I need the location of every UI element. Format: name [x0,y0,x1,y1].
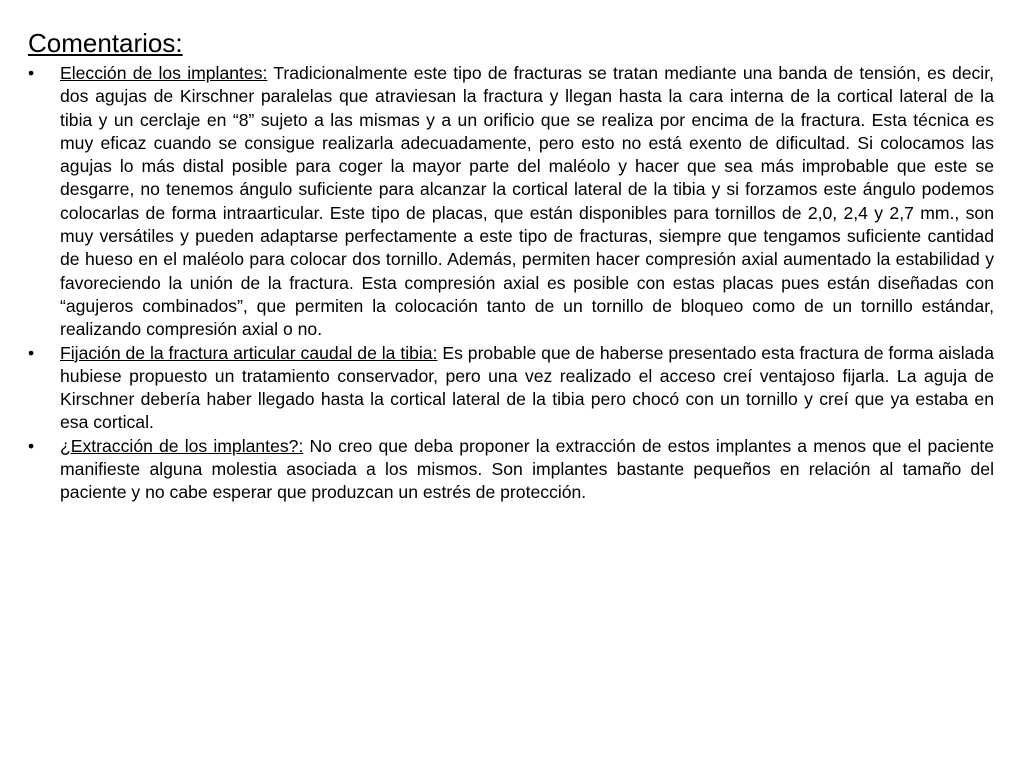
bullet-heading: Elección de los implantes: [60,63,268,83]
bullet-icon: • [28,435,35,456]
bullet-heading: ¿Extracción de los implantes?: [60,435,304,456]
bullet-text: No creo que deba proponer la extracción de estos implantes a menos que el paciente manifieste alguna molestia asociada a los mismos. Son implantes bastante pequeños en relación al tamaño del paciente y no cabe esperar que produzcan un estrés de protección. [60,435,994,503]
bullet-item-fracture-fixation [28,342,994,435]
bullet-list [28,62,994,505]
bullet-icon: • [28,342,35,363]
bullet-text: Tradicionalmente este tipo de fracturas se tratan mediante una banda de tensión, es decir, dos agujas de Kirschner paralelas que atraviesan la fractura y llegan hasta la cara interna de la cortical lateral de la tibia y un cerclaje en “8” sujeto a las mismas y a un orificio que se realiza por encima de la fractura. Esta técnica es muy eficaz cuando se consigue realizarla adecuadamente, pero esto no está exento de dificultad. Si colocamos las agujas lo más distal posible para coger la mayor parte del maléolo y hacer que sea más improbable que este se desgarre, no tenemos ángulo suficiente para alcanzar la cortical lateral de la tibia y si forzamos este ángulo podemos colocarlas de forma intraarticular. Este tipo de placas, que están disponibles para tornillos de 2,0, 2,4 y 2,7 mm., son muy versátiles y pueden adaptarse perfectamente a este tipo de fracturas, siempre que tengamos suficiente cantidad de hueso en el maléolo para colocar dos tornillo. Además, permiten hacer compresión axial aumentado la estabilidad y favoreciendo la unión de la fractura. Esta compresión axial es posible con estas placas pues están diseñadas con “agujeros combinados”, que permiten la colocación tanto de un tornillo de bloqueo como de un tornillo estándar, realizando compresión axial o no. [60,63,994,340]
bullet-heading: Fijación de la fractura articular caudal de la tibia: [60,342,438,363]
bullet-icon: • [28,63,35,83]
bullet-text: Es probable que de haberse presentado esta fractura de forma aislada hubiese propuesto un tratamiento conservador, pero una vez realizado el acceso creí ventajoso fijarla. La aguja de Kirschner debería haber llegado hasta la cortical lateral de la tibia pero chocó con un tornillo y creí que ya estaba en esa cortical. [60,342,994,433]
bullet-item-implant-removal [28,435,994,505]
bullet-item-implant-choice [28,62,994,342]
slide-content [28,26,994,505]
slide-title: Comentarios: [28,28,183,58]
